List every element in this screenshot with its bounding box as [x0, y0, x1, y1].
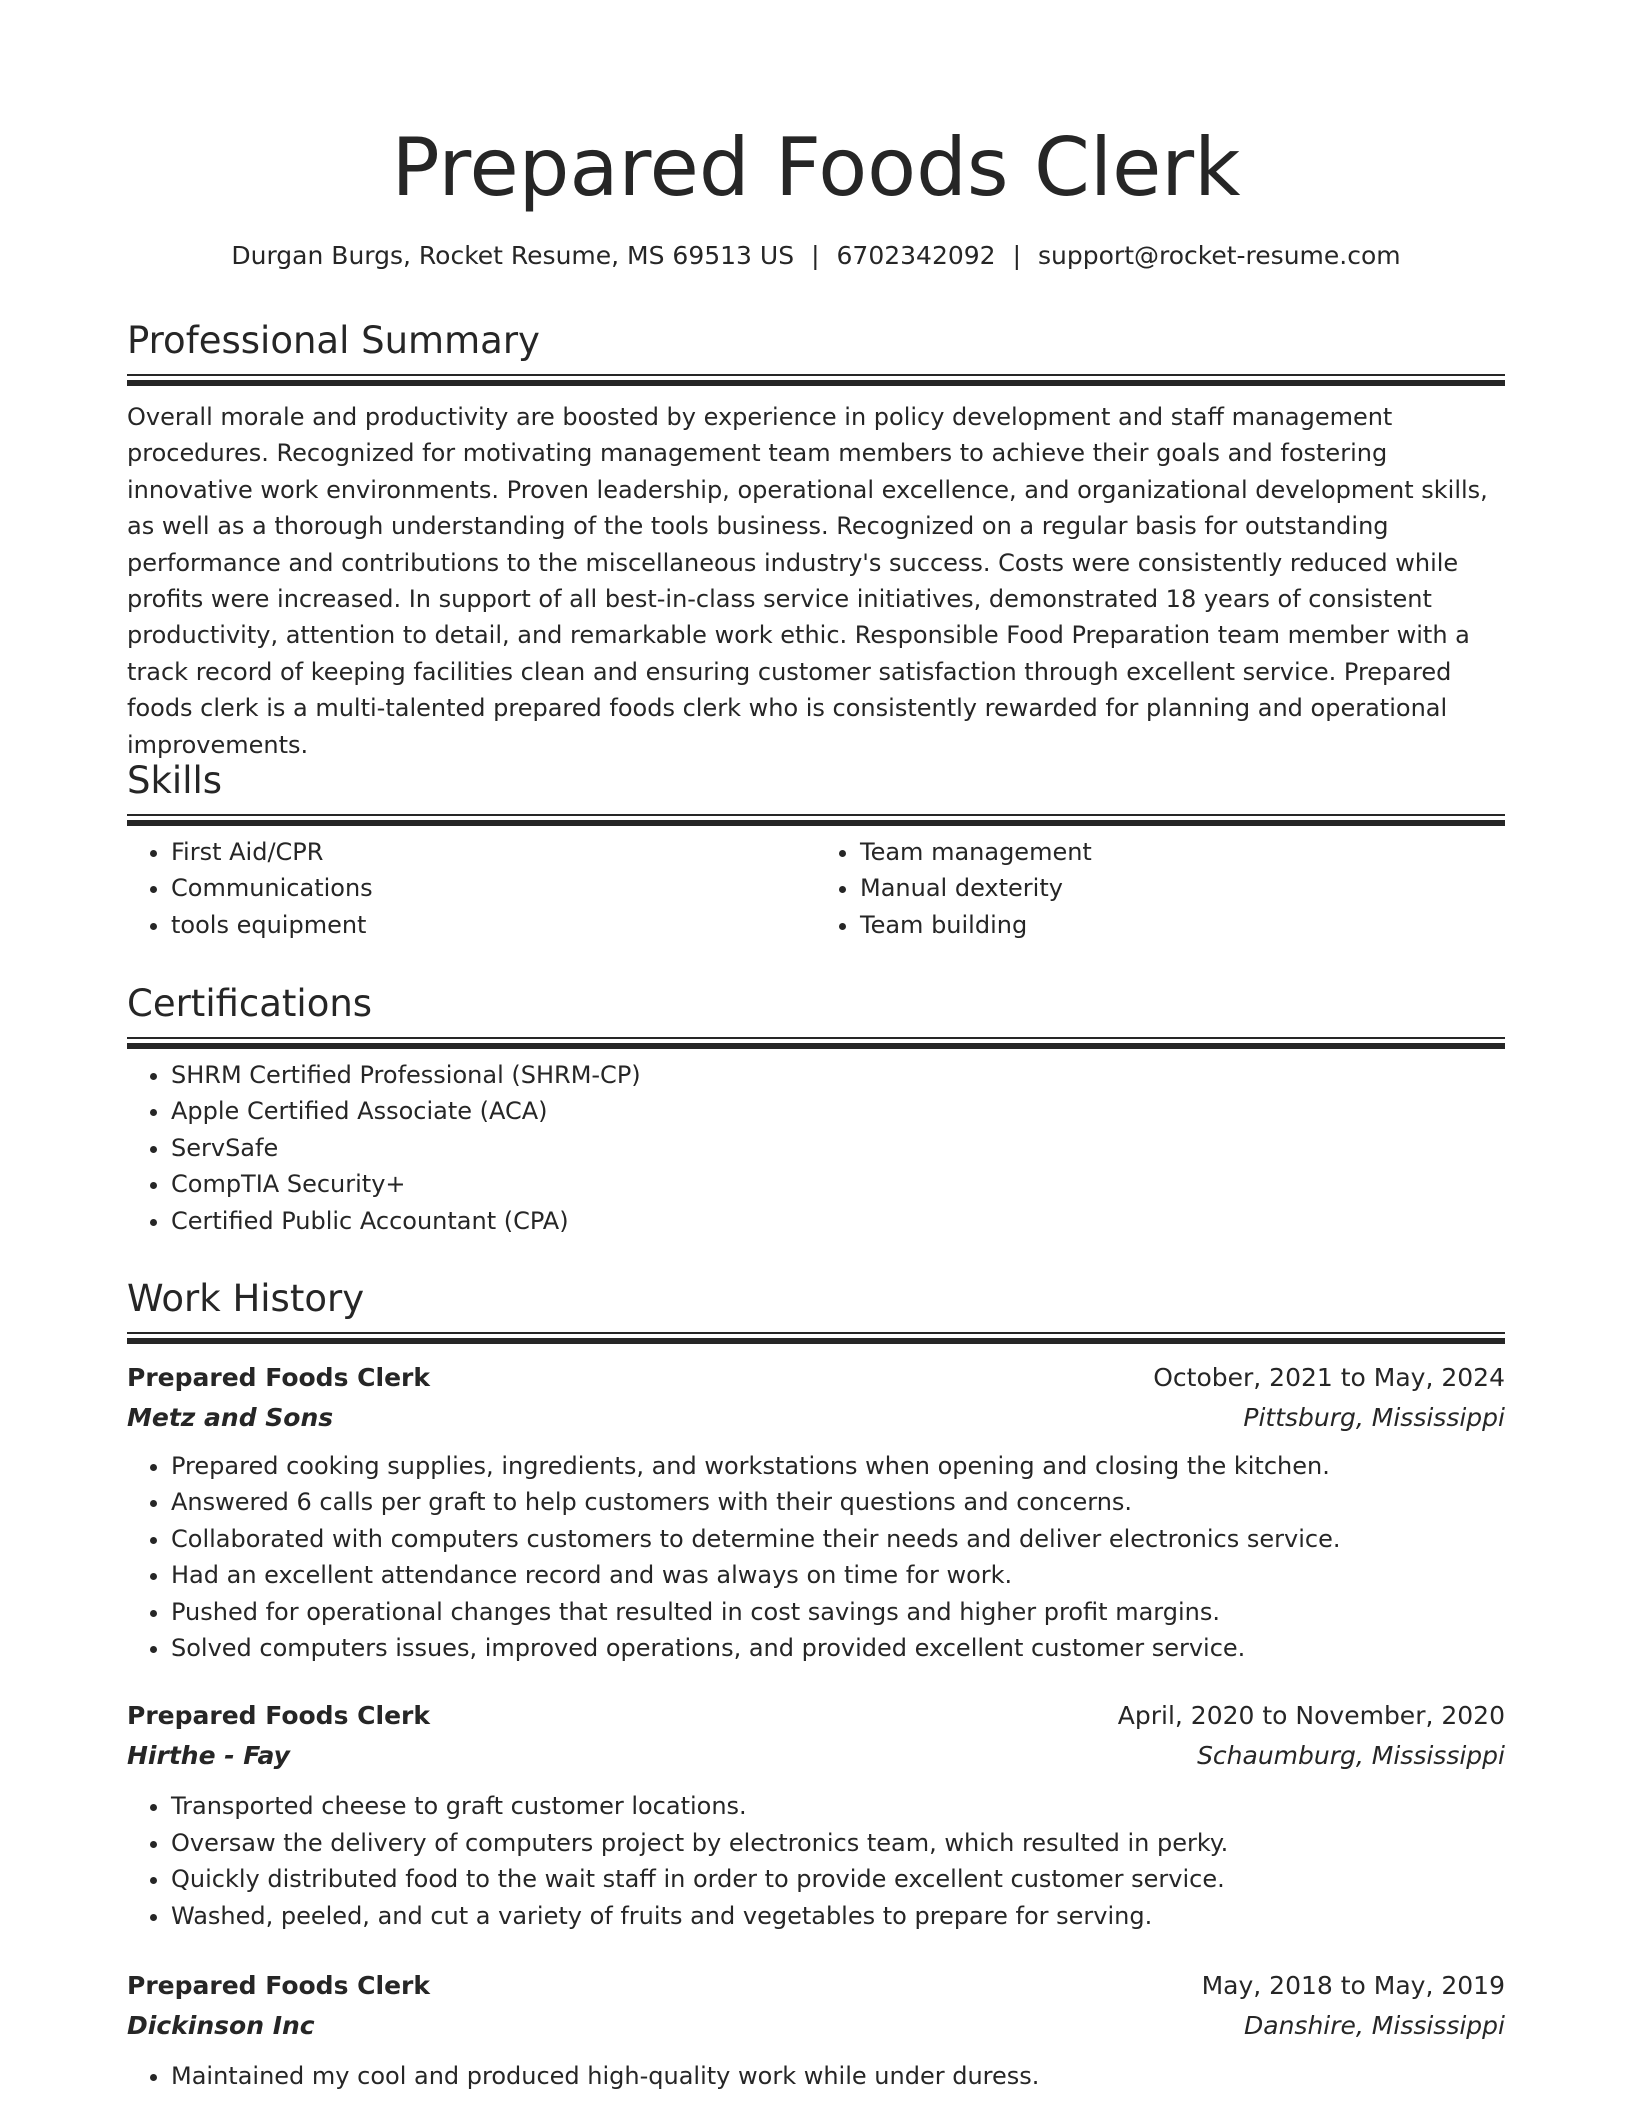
skill-item: • tools equipment — [171, 907, 816, 943]
job-entry — [127, 1696, 1505, 1934]
skill-item: • Communications — [171, 870, 816, 906]
certifications-list — [127, 1057, 1505, 1239]
job-bullets — [127, 1788, 1505, 1934]
skills-section — [127, 758, 1505, 943]
job-dates: October, 2021 to May, 2024 — [1153, 1363, 1505, 1392]
job-title: Prepared Foods Clerk — [127, 1363, 430, 1392]
certification-item: • CompTIA Security+ — [171, 1166, 1505, 1202]
job-bullet: • Oversaw the delivery of computers project by electronics team, which resulted in perky. — [171, 1825, 1505, 1861]
job-bullet: • Collaborated with computers customers to determine their needs and deliver electronics service. — [171, 1521, 1505, 1557]
skill-item: • Manual dexterity — [860, 870, 1505, 906]
section-title-certifications: Certifications — [127, 982, 373, 1025]
section-title-work-history: Work History — [127, 1277, 365, 1320]
job-entry — [127, 1966, 1505, 2094]
section-rule — [127, 374, 1505, 386]
job-location: Pittsburg, Mississippi — [1243, 1403, 1505, 1432]
contact-separator: | — [811, 241, 820, 270]
job-dates: April, 2020 to November, 2020 — [1117, 1701, 1505, 1731]
job-bullet: • Pushed for operational changes that resulted in cost savings and higher profit margins. — [171, 1594, 1505, 1630]
job-subheader — [127, 2006, 1505, 2046]
section-title-summary: Professional Summary — [127, 319, 540, 362]
job-title: Prepared Foods Clerk — [127, 1701, 430, 1731]
job-bullet: • Quickly distributed food to the wait staff in order to provide excellent customer service. — [171, 1861, 1505, 1897]
skill-item: • Team building — [860, 907, 1505, 943]
section-title-skills: Skills — [127, 759, 223, 802]
skills-grid — [127, 834, 1505, 943]
job-location: Danshire, Mississippi — [1244, 2011, 1505, 2041]
job-bullet: • Had an excellent attendance record and was always on time for work. — [171, 1557, 1505, 1593]
skill-item: • Team management — [860, 834, 1505, 870]
job-title: Prepared Foods Clerk — [127, 1971, 430, 2001]
certification-item: • Certified Public Accountant (CPA) — [171, 1203, 1505, 1239]
job-bullet: • Transported cheese to graft customer locations. — [171, 1788, 1505, 1824]
job-bullets — [127, 2058, 1505, 2094]
section-rule — [127, 1037, 1505, 1049]
job-subheader — [127, 1736, 1505, 1776]
job-header — [127, 1966, 1505, 2006]
certification-item: • Apple Certified Associate (ACA) — [171, 1093, 1505, 1129]
job-bullet: • Solved computers issues, improved operations, and provided excellent customer service. — [171, 1630, 1505, 1666]
job-header — [127, 1696, 1505, 1736]
resume-name: Prepared Foods Clerk — [391, 121, 1241, 214]
job-header — [127, 1358, 1505, 1398]
contact-separator: | — [1012, 241, 1022, 270]
summary-section — [127, 318, 1505, 763]
job-subheader — [127, 1398, 1505, 1438]
section-rule — [127, 1332, 1505, 1344]
certification-item: • SHRM Certified Professional (SHRM-CP) — [171, 1057, 1505, 1093]
job-dates: May, 2018 to May, 2019 — [1201, 1971, 1505, 2001]
contact-email[interactable]: support@rocket-resume.com — [1038, 241, 1401, 270]
skill-item: • First Aid/CPR — [171, 834, 816, 870]
job-company: Metz and Sons — [127, 1403, 334, 1432]
contact-line — [0, 238, 1632, 274]
skills-list-left — [127, 834, 816, 943]
contact-phone: 6702342092 — [836, 241, 996, 270]
job-bullet: • Washed, peeled, and cut a variety of fruits and vegetables to prepare for serving. — [171, 1898, 1505, 1934]
job-company: Hirthe - Fay — [127, 1741, 290, 1771]
job-bullet: • Maintained my cool and produced high-quality work while under duress. — [171, 2058, 1505, 2094]
contact-address: Durgan Burgs, Rocket Resume, MS 69513 US — [231, 241, 795, 270]
section-rule — [127, 814, 1505, 826]
skills-list-right — [816, 834, 1505, 943]
work-history-section — [127, 1276, 1505, 2094]
job-bullet: • Prepared cooking supplies, ingredients, and workstations when opening and closing the kitchen. — [171, 1448, 1505, 1484]
certification-item: • ServSafe — [171, 1130, 1505, 1166]
job-bullet: • Answered 6 calls per graft to help customers with their questions and concerns. — [171, 1484, 1505, 1520]
job-location: Schaumburg, Mississippi — [1197, 1741, 1505, 1771]
job-company: Dickinson Inc — [127, 2011, 315, 2041]
certifications-section — [127, 981, 1505, 1239]
job-bullets — [127, 1448, 1505, 1666]
summary-text: Overall morale and productivity are boosted by experience in policy development and staff management procedures. Recognized for motivating management team members to achieve their goals and fostering innovative work environments. Proven leadership, operational excellence, and organizational development skills, as well as a thorough understanding of the tools business. Recognized on a regular basis for outstanding performance and contributions to the miscellaneous industry's success. Costs were consistently reduced while profits were increased. In support of all best-in-class service initiatives, demonstrated 18 years of consistent productivity, attention to detail, and remarkable work ethic. Responsible Food Preparation team member with a track record of keeping facilities clean and ensuring customer satisfaction through excellent service. Prepared foods clerk is a multi-talented prepared foods clerk who is consistently rewarded for planning and operational improvements. — [127, 403, 1488, 759]
job-entry — [127, 1358, 1505, 1666]
